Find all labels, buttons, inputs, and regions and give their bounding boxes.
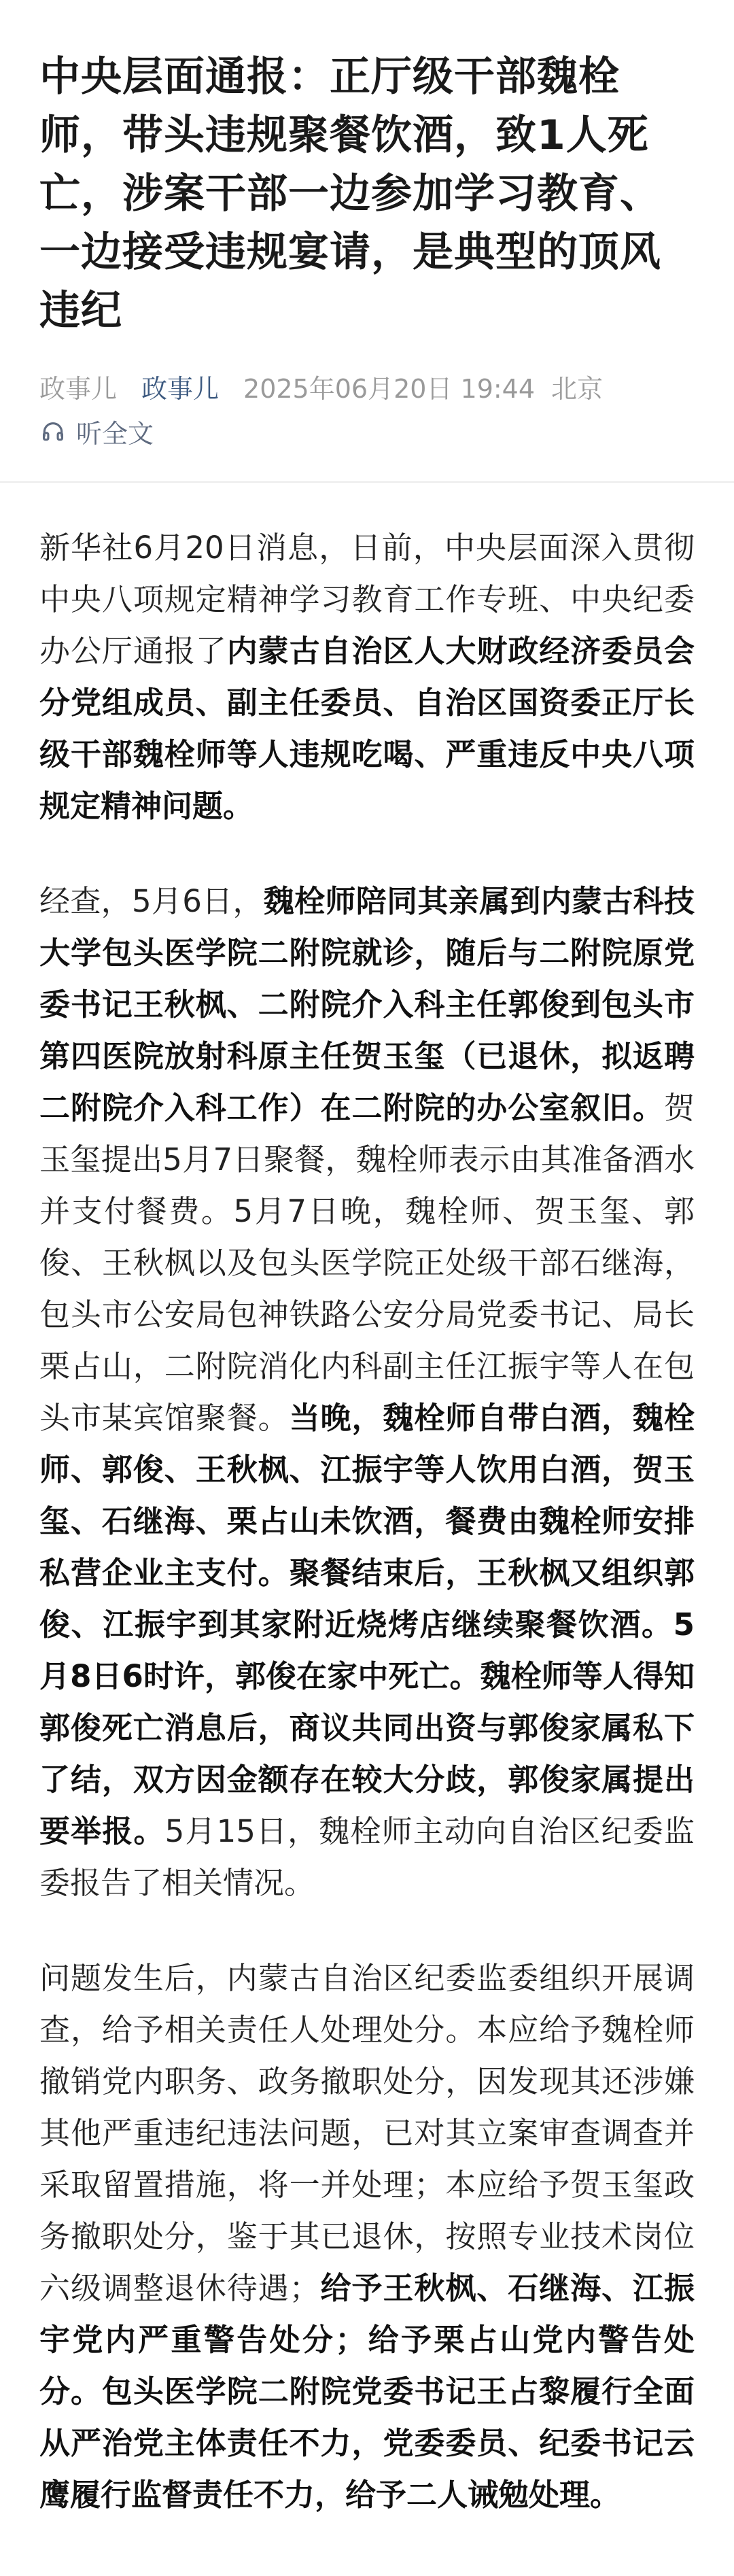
paragraph-text: 经查，5月6日， xyxy=(39,883,264,919)
publish-location: 北京 xyxy=(551,373,604,404)
listen-button[interactable] xyxy=(39,411,695,451)
author-account-link[interactable]: 政事儿 xyxy=(141,373,220,404)
paragraph-text: 贺玉玺提出5月7日聚餐，魏栓师表示由其准备酒水并支付餐费。5月7日晚，魏栓师、贺玉玺、郭俊、王秋枫以及包头医学院正处级干部石继海，包头市公安局包神铁路公安分局党委书记、局长栗占山，二附院消化内科副主任江振宇等人在包头市某宾馆聚餐。 xyxy=(39,1090,695,1436)
publish-time: 2025年06月20日 19:44 xyxy=(243,373,536,404)
paragraph-text: 新华社6月20日消息，日前，中央层面深入贯彻中央八项规定精神学习教育工作专班、中央纪委办公厅通报了 xyxy=(39,530,695,669)
headphones-icon xyxy=(39,417,67,445)
paragraph-bold-text: 内蒙古自治区人大财政经济委员会分党组成员、副主任委员、自治区国资委正厅长级干部魏栓师等人违规吃喝、严重违反中央八项规定精神问题。 xyxy=(39,633,695,824)
article-meta xyxy=(39,366,695,407)
article-body xyxy=(39,522,695,2521)
article-paragraph-3 xyxy=(39,1953,695,2521)
paragraph-bold-text: 魏栓师陪同其亲属到内蒙古科技大学包头医学院二附院就诊，随后与二附院原党委书记王秋枫、二附院介入科主任郭俊到包头市第四医院放射科原主任贺玉玺（已退休，拟返聘二附院介入科工作）在二附院的办公室叙旧。 xyxy=(39,883,695,1126)
article-paragraph-1 xyxy=(39,522,695,832)
paragraph-text: 问题发生后，内蒙古自治区纪委监委组织开展调查，给予相关责任人处理处分。本应给予魏栓师撤销党内职务、政务撤职处分，因发现其还涉嫌其他严重违纪违法问题，已对其立案审查调查并采取留置措施，将一并处理；本应给予贺玉玺政务撤职处分，鉴于其已退休，按照专业技术岗位六级调整退休待遇； xyxy=(39,1960,695,2306)
article-source: 政事儿 xyxy=(39,373,118,404)
article-title: 中央层面通报：正厅级干部魏栓师，带头违规聚餐饮酒，致1人死亡，涉案干部一边参加学习教育、一边接受违规宴请，是典型的顶风违纪 xyxy=(39,53,661,334)
paragraph-bold-text: 当晚，魏栓师自带白酒，魏栓师、郭俊、王秋枫、江振宇等人饮用白酒，贺玉玺、石继海、栗占山未饮酒，餐费由魏栓师安排私营企业主支付。聚餐结束后，王秋枫又组织郭俊、江振宇到其家附近烧烤店继续聚餐饮酒。5月8日6时许，郭俊在家中死亡。魏栓师等人得知郭俊死亡消息后，商议共同出资与郭俊家属私下了结，双方因金额存在较大分歧，郭俊家属提出要举报。 xyxy=(39,1400,695,1849)
paragraph-bold-text: 给予王秋枫、石继海、江振宇党内严重警告处分；给予栗占山党内警告处分。包头医学院二附院党委书记王占黎履行全面从严治党主体责任不力，党委委员、纪委书记云鹰履行监督责任不力，给予二人诫勉处理。 xyxy=(39,2270,695,2513)
article-paragraph-2 xyxy=(39,876,695,1909)
paragraph-text: 5月15日，魏栓师主动向自治区纪委监委报告了相关情况。 xyxy=(39,1813,695,1901)
header-divider xyxy=(0,481,734,483)
listen-label: 听全文 xyxy=(76,418,154,449)
